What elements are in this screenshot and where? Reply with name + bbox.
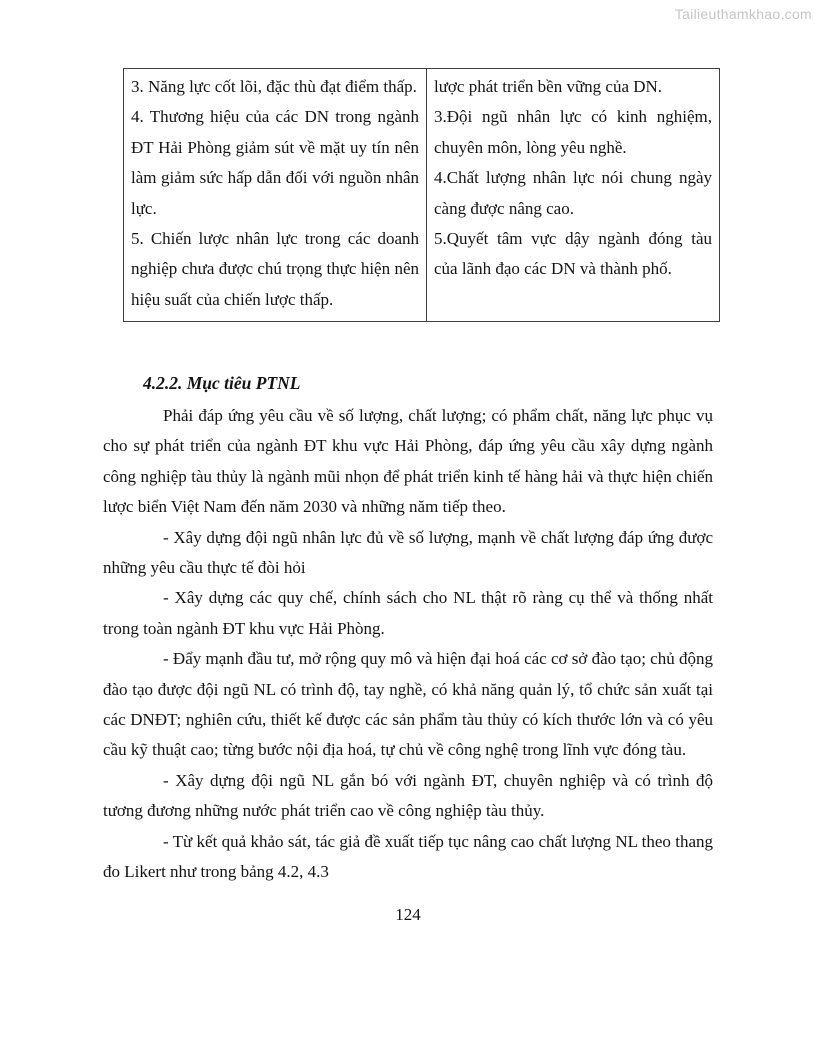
paragraph: - Đẩy mạnh đầu tư, mở rộng quy mô và hiện đại hoá các cơ sở đào tạo; chủ động đào tạo được đội ngũ NL có trình độ, tay nghề, có khả năng quản lý, tổ chức sản xuất tại các DNĐT; nghiên cứu, thiết kế được các sản phẩm tàu thủy có kích thước lớn và có yêu cầu kỹ thuật cao; từng bước nội địa hoá, tự chủ về công nghệ trong lĩnh vực đóng tàu. — [103, 649, 713, 760]
table-item: 3.Đội ngũ nhân lực có kinh nghiệm, chuyên môn, lòng yêu nghề. — [434, 107, 712, 157]
table-cell-weaknesses — [124, 69, 427, 322]
section-heading: 4.2.2. Mục tiêu PTNL — [143, 373, 301, 393]
paragraph: - Xây dựng các quy chế, chính sách cho NL thật rõ ràng cụ thể và thống nhất trong toàn ngành ĐT khu vực Hải Phòng. — [103, 588, 713, 638]
paragraph: Phải đáp ứng yêu cầu về số lượng, chất lượng; có phẩm chất, năng lực phục vụ cho sự phát triển của ngành ĐT khu vực Hải Phòng, đáp ứng yêu cầu xây dựng ngành công nghiệp tàu thủy là ngành mũi nhọn để phát triển kinh tế hàng hải và thực hiện chiến lược biển Việt Nam đến năm 2030 và những năm tiếp theo. — [103, 406, 713, 517]
table-item: 3. Năng lực cốt lõi, đặc thù đạt điểm thấp. — [131, 77, 417, 96]
table-item: 4.Chất lượng nhân lực nói chung ngày càng được nâng cao. — [434, 168, 712, 218]
table-row — [124, 69, 720, 322]
table-item: 5.Quyết tâm vực dậy ngành đóng tàu của lãnh đạo các DN và thành phố. — [434, 229, 712, 279]
table-item: 5. Chiến lược nhân lực trong các doanh nghiệp chưa được chú trọng thực hiện nên hiệu suất của chiến lược thấp. — [131, 229, 419, 309]
swot-table — [123, 68, 720, 322]
table-item: lược phát triển bền vững của DN. — [434, 77, 663, 96]
page-number: 124 — [395, 904, 421, 924]
table-cell-strengths — [427, 69, 720, 322]
table-item: 4. Thương hiệu của các DN trong ngành ĐT Hải Phòng giảm sút về mặt uy tín nên làm giảm sức hấp dẫn đối với nguồn nhân lực. — [131, 107, 419, 218]
watermark-text: Tailieuthamkhao.com — [674, 6, 812, 22]
paragraph: - Từ kết quả khảo sát, tác giả đề xuất tiếp tục nâng cao chất lượng NL theo thang đo Likert như trong bảng 4.2, 4.3 — [103, 831, 713, 882]
paragraph: - Xây dựng đội ngũ nhân lực đủ về số lượng, mạnh về chất lượng đáp ứng được những yêu cầu thực tế đòi hỏi — [103, 527, 713, 578]
paragraph: - Xây dựng đội ngũ NL gắn bó với ngành ĐT, chuyên nghiệp và có trình độ tương đương những nước phát triển cao về công nghiệp tàu thủy. — [103, 770, 713, 821]
section-content — [103, 370, 713, 930]
